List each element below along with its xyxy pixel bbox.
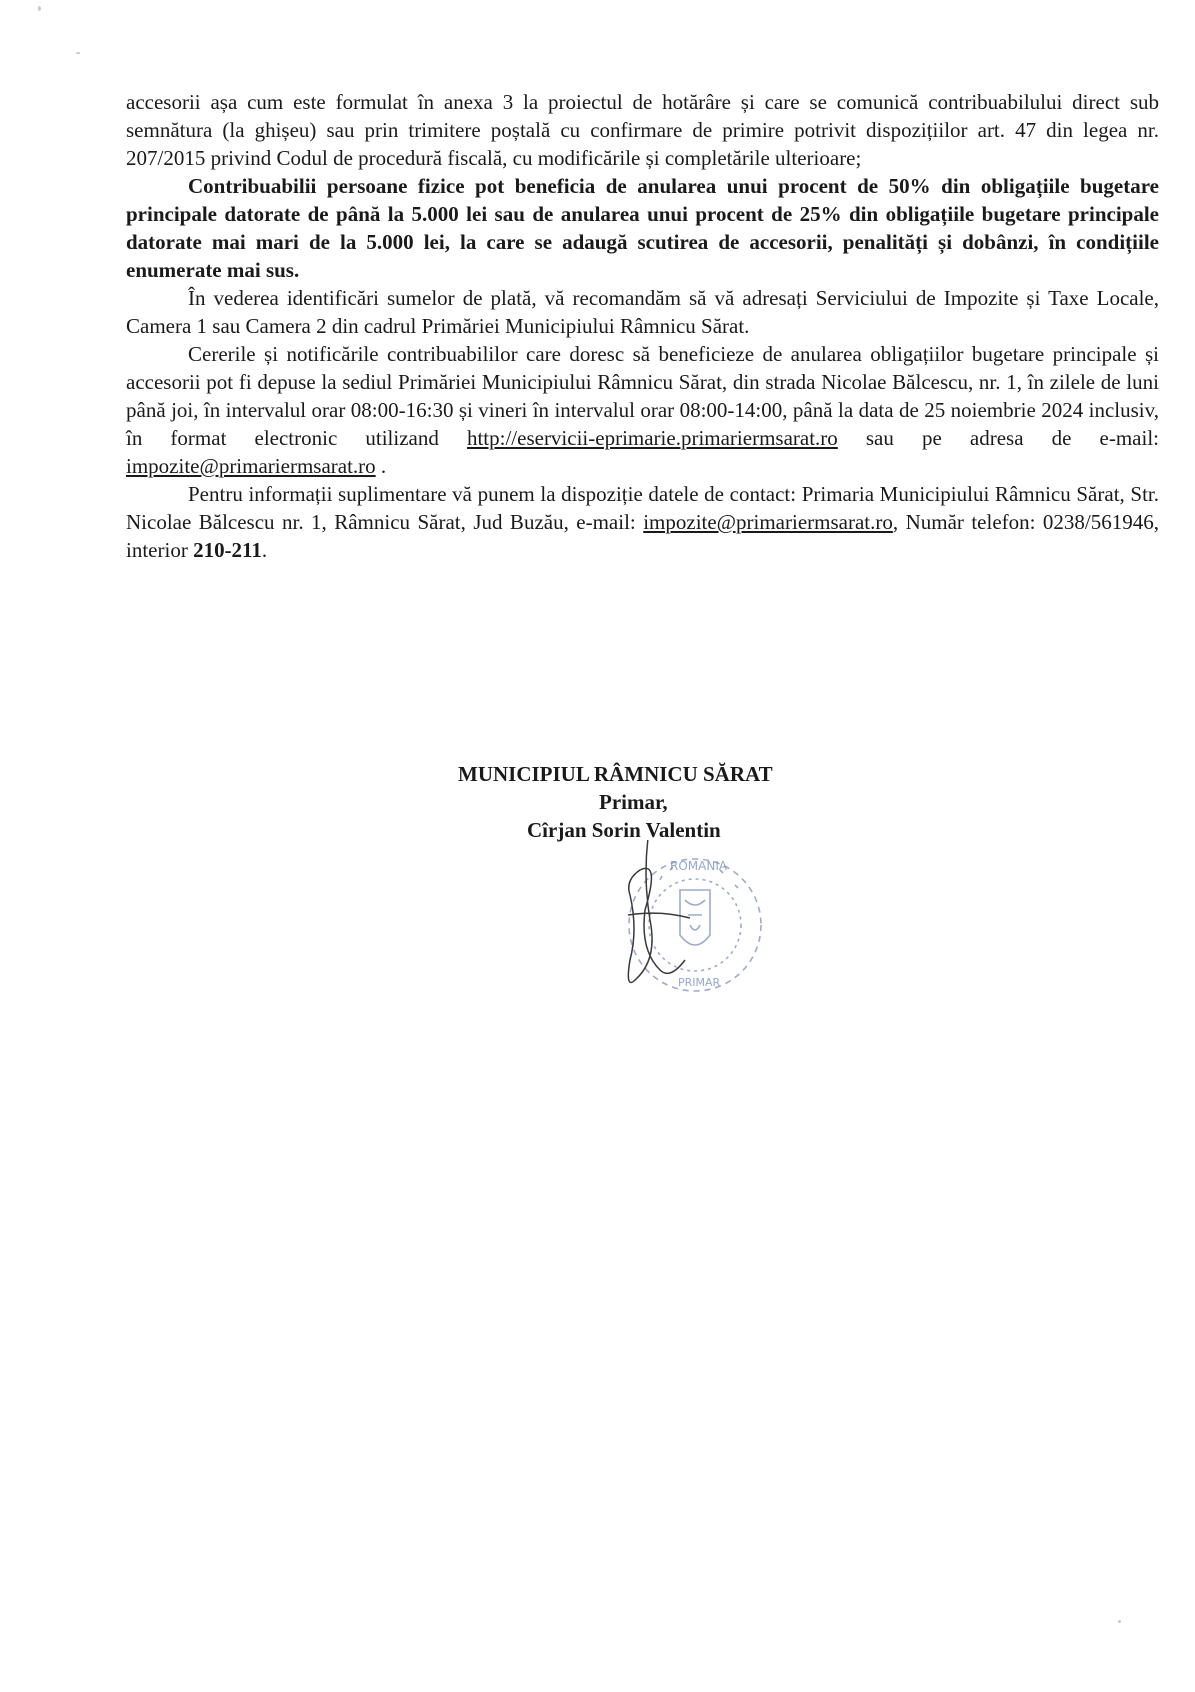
eservices-link[interactable]: http://eservicii-eprimarie.primariermsarat.ro [466,426,838,450]
stamp-text-top: ROMANIA [670,859,728,873]
body-text [126,88,1159,564]
paragraph-text: . [375,454,387,478]
paragraph-text: , Număr telefon: 0238/561946, interior [126,510,1159,562]
email-link[interactable]: impozite@primariermsarat.ro [126,454,376,478]
institution-name: MUNICIPIUL RÂMNICU SĂRAT [458,762,773,786]
paragraph-continuation [126,88,1159,172]
scan-speck [76,52,80,54]
scan-speck [1118,1620,1121,1623]
paragraph-text: accesorii așa cum este formulat în anexa 3 la proiectul de hotărâre și care se comunică contribuabilului direct sub semnătura (la ghișeu) sau prin trimitere poștală cu confirmare de primire potrivit dispozițiilor art. 47 din legea nr. 207/2015 privind Codul de procedură fiscală, cu modificările și completările ulterioare; [126,90,1159,170]
paragraph-submission [126,340,1159,480]
paragraph-bold-benefit: Contribuabilii persoane fizice pot beneficia de anularea unui procent de 50% din obligațiile bugetare principale datorate de până la 5.000 lei sau de anularea unui procent de 25% din obligațiile bugetare principale datorate mai mari de la 5.000 lei, la care se adaugă scutirea de accesorii, penalități și dobânzi, în condițiile enumerate mai sus. [126,174,1159,282]
official-stamp-icon [600,840,810,1040]
signature-block [458,760,858,844]
paragraph-contact [126,480,1159,564]
email-link[interactable]: impozite@primariermsarat.ro [643,510,893,534]
phone-interior: 210-211 [193,538,262,562]
stamp-and-signature [600,840,810,1040]
signatory-role: Primar, [599,790,668,814]
paragraph-text: sau pe adresa de e-mail: [837,426,1159,450]
paragraph-identification: În vederea identificări sumelor de plată, vă recomandăm să vă adresați Serviciului de Impozite și Taxe Locale, Camera 1 sau Camera 2 din cadrul Primăriei Municipiului Râmnicu Sărat. [126,286,1159,338]
paragraph-text: Cererile și notificările contribuabililor care doresc să beneficieze de anularea obligațiilor bugetare principale și accesorii pot fi depuse la sediul Primăriei Municipiului Râmnicu Sărat, din strada Nicolae Bălcescu, nr. 1, în zilele de luni până joi, în intervalul orar 08:00-16:30 și vineri în intervalul orar 08:00-14:00, până la data de 25 noiembrie 2024 inclusiv, în format electronic utilizand [126,342,1159,450]
stamp-text-bottom: PRIMAR [678,976,721,989]
paragraph-text: Pentru informații suplimentare vă punem la dispoziție datele de contact: Primaria Municipiului Râmnicu Sărat, Str. Nicolae Bălcescu nr. 1, Râmnicu Sărat, Jud Buzău, e-mail: [126,482,1159,534]
paragraph-text: . [261,538,268,562]
scan-speck [38,6,41,11]
signatory-name: Cîrjan Sorin Valentin [527,818,721,842]
